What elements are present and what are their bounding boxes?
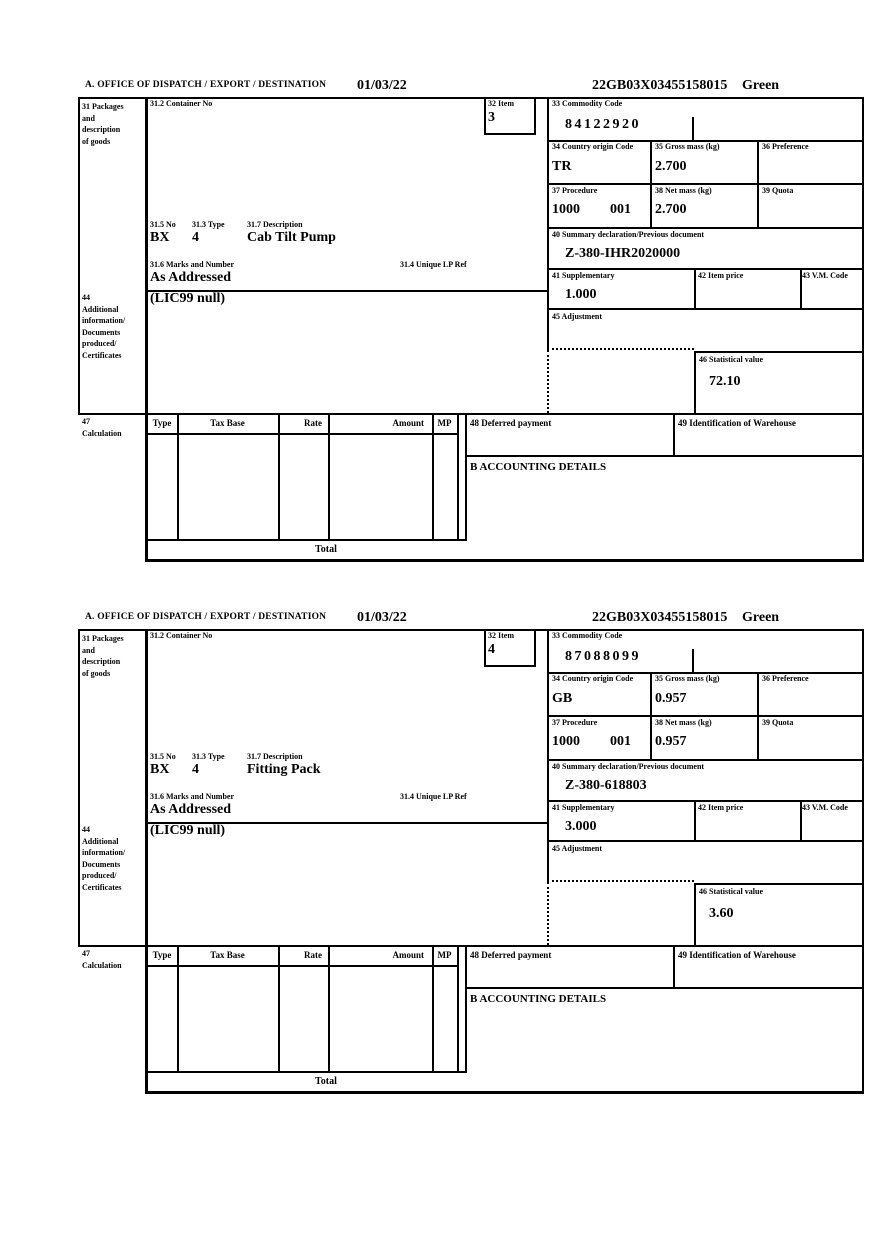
unique-lp-ref-label: 31.4 Unique LP Ref <box>400 792 467 801</box>
commodity-code-label: 33 Commodity Code <box>552 99 623 108</box>
line <box>694 883 862 885</box>
tax-amount-header: Amount <box>392 950 424 960</box>
deferred-payment-label: 48 Deferred payment <box>470 418 552 428</box>
line <box>78 413 864 415</box>
line <box>547 97 549 350</box>
previous-document-value: Z-380-618803 <box>565 778 647 793</box>
box31-side-label: 31 Packages and description of goods <box>82 102 124 146</box>
package-no-label: 31.5 No <box>150 752 176 761</box>
item-price-label: 42 Item price <box>698 803 744 812</box>
box31-side-label: 31 Packages and description of goods <box>82 634 124 678</box>
declaration-block-item-4 <box>78 612 864 1096</box>
line <box>547 629 549 882</box>
declaration-block-item-3 <box>78 80 864 564</box>
commodity-code-label: 33 Commodity Code <box>552 631 623 640</box>
line <box>278 945 280 1071</box>
line <box>650 672 652 759</box>
line <box>465 945 467 1071</box>
goods-description-value: Cab Tilt Pump <box>247 230 336 245</box>
item-number-value: 3 <box>488 110 495 125</box>
supplementary-label: 41 Supplementary <box>552 803 615 812</box>
previous-document-label: 40 Summary declaration/Previous document <box>552 762 705 771</box>
procedure-label: 37 Procedure <box>552 186 598 195</box>
accounting-details-heading: B ACCOUNTING DETAILS <box>470 461 607 473</box>
package-type-value: 4 <box>192 230 199 245</box>
tax-rate-header: Rate <box>304 418 322 428</box>
vm-code-label: 43 V.M. Code <box>802 803 848 812</box>
line <box>145 965 459 967</box>
country-origin-value: GB <box>552 691 573 706</box>
line <box>145 559 864 562</box>
line <box>547 840 862 842</box>
commodity-code-separator <box>692 649 694 672</box>
line <box>465 413 467 539</box>
adjustment-label: 45 Adjustment <box>552 312 603 321</box>
deferred-payment-label: 48 Deferred payment <box>470 950 552 960</box>
warehouse-id-label: 49 Identification of Warehouse <box>678 950 796 960</box>
tax-base-header: Tax Base <box>210 418 245 428</box>
line <box>547 759 862 761</box>
package-type-label: 31.3 Type <box>192 752 225 761</box>
tax-rate-header: Rate <box>304 950 322 960</box>
dispatch-date-value: 01/03/22 <box>357 610 407 625</box>
box44-side-label: 44 Additional information/ Documents produced/ Certificates <box>82 293 126 360</box>
line <box>432 945 434 1071</box>
net-mass-value: 0.957 <box>655 734 687 749</box>
quota-label: 39 Quota <box>762 718 794 727</box>
preference-label: 36 Preference <box>762 142 809 151</box>
procedure-value: 1000 <box>552 734 580 749</box>
statistical-value-label: 46 Statistical value <box>699 355 763 364</box>
net-mass-label: 38 Net mass (kg) <box>655 718 712 727</box>
line <box>432 413 434 539</box>
goods-description-value: Fitting Pack <box>247 762 321 777</box>
goods-description-label: 31.7 Description <box>247 220 303 229</box>
line <box>465 987 862 989</box>
supplementary-label: 41 Supplementary <box>552 271 615 280</box>
container-no-label: 31.2 Container No <box>150 99 213 108</box>
country-origin-value: TR <box>552 159 572 174</box>
line <box>78 945 864 947</box>
dotted-line <box>547 350 549 413</box>
line <box>673 945 675 987</box>
line <box>328 945 330 1071</box>
statistical-value-value: 3.60 <box>709 906 734 921</box>
line <box>694 268 696 308</box>
line <box>547 715 862 717</box>
gross-mass-label: 35 Gross mass (kg) <box>655 674 720 683</box>
statistical-value-value: 72.10 <box>709 374 741 389</box>
country-origin-label: 34 Country origin Code <box>552 142 634 151</box>
line <box>650 140 652 227</box>
box47-side-label: 47 Calculation <box>82 417 122 438</box>
movement-reference-value: 22GB03X03455158015 <box>592 78 728 93</box>
container-no-label: 31.2 Container No <box>150 631 213 640</box>
line <box>78 629 80 947</box>
box44-side-label: 44 Additional information/ Documents produced/ Certificates <box>82 825 126 892</box>
line <box>694 351 696 413</box>
supplementary-value: 1.000 <box>565 287 597 302</box>
net-mass-label: 38 Net mass (kg) <box>655 186 712 195</box>
procedure-label: 37 Procedure <box>552 718 598 727</box>
movement-reference-value: 22GB03X03455158015 <box>592 610 728 625</box>
package-no-value: BX <box>150 762 170 777</box>
net-mass-value: 2.700 <box>655 202 687 217</box>
office-of-dispatch-heading: A. OFFICE OF DISPATCH / EXPORT / DESTINATION <box>85 80 327 90</box>
total-label: Total <box>315 544 337 555</box>
dispatch-date-value: 01/03/22 <box>357 78 407 93</box>
marks-label: 31.6 Marks and Number <box>150 792 235 801</box>
line <box>145 629 148 1094</box>
marks-label: 31.6 Marks and Number <box>150 260 235 269</box>
package-type-value: 4 <box>192 762 199 777</box>
accounting-details-heading: B ACCOUNTING DETAILS <box>470 993 607 1005</box>
line <box>78 97 80 415</box>
line <box>757 672 759 759</box>
line <box>145 433 459 435</box>
line <box>278 413 280 539</box>
line <box>547 268 862 270</box>
gross-mass-value: 2.700 <box>655 159 687 174</box>
tax-amount-header: Amount <box>392 418 424 428</box>
line <box>177 945 179 1071</box>
country-origin-label: 34 Country origin Code <box>552 674 634 683</box>
supplementary-value: 3.000 <box>565 819 597 834</box>
unique-lp-ref-label: 31.4 Unique LP Ref <box>400 260 467 269</box>
package-type-label: 31.3 Type <box>192 220 225 229</box>
procedure-value: 1000 <box>552 202 580 217</box>
previous-document-label: 40 Summary declaration/Previous document <box>552 230 705 239</box>
line <box>457 413 459 539</box>
item-price-label: 42 Item price <box>698 271 744 280</box>
line <box>547 183 862 185</box>
dotted-line <box>547 348 694 350</box>
marks-value: As Addressed <box>150 270 232 285</box>
marks-value: As Addressed <box>150 802 232 817</box>
tax-mp-header: MP <box>437 418 452 428</box>
line <box>547 800 862 802</box>
gross-mass-label: 35 Gross mass (kg) <box>655 142 720 151</box>
quota-label: 39 Quota <box>762 186 794 195</box>
line <box>547 227 862 229</box>
additional-information-value: (LIC99 null) <box>150 291 226 306</box>
tax-mp-header: MP <box>437 950 452 960</box>
line <box>694 351 862 353</box>
line <box>862 629 864 1094</box>
tax-type-header: Type <box>152 950 172 960</box>
line <box>145 1091 864 1094</box>
tax-base-header: Tax Base <box>210 950 245 960</box>
item-number-label: 32 Item <box>488 99 514 108</box>
package-no-value: BX <box>150 230 170 245</box>
line <box>694 800 696 840</box>
office-of-dispatch-heading: A. OFFICE OF DISPATCH / EXPORT / DESTINATION <box>85 612 327 622</box>
line <box>457 945 459 1071</box>
line <box>177 413 179 539</box>
tax-type-header: Type <box>152 418 172 428</box>
box47-side-label: 47 Calculation <box>82 949 122 970</box>
package-no-label: 31.5 No <box>150 220 176 229</box>
line <box>673 413 675 455</box>
vm-code-label: 43 V.M. Code <box>802 271 848 280</box>
line <box>145 97 148 562</box>
warehouse-id-label: 49 Identification of Warehouse <box>678 418 796 428</box>
gross-mass-value: 0.957 <box>655 691 687 706</box>
commodity-code-value: 87088099 <box>565 649 641 664</box>
commodity-code-value: 84122920 <box>565 117 641 132</box>
adjustment-label: 45 Adjustment <box>552 844 603 853</box>
procedure-suffix-value: 001 <box>610 734 631 749</box>
item-number-value: 4 <box>488 642 495 657</box>
commodity-code-separator <box>692 117 694 140</box>
line <box>145 539 467 541</box>
procedure-suffix-value: 001 <box>610 202 631 217</box>
statistical-value-label: 46 Statistical value <box>699 887 763 896</box>
route-indicator-value: Green <box>742 610 780 625</box>
line <box>145 1071 467 1073</box>
line <box>757 140 759 227</box>
preference-label: 36 Preference <box>762 674 809 683</box>
route-indicator-value: Green <box>742 78 780 93</box>
line <box>328 413 330 539</box>
item-number-label: 32 Item <box>488 631 514 640</box>
dotted-line <box>547 880 694 882</box>
total-label: Total <box>315 1076 337 1087</box>
line <box>862 97 864 562</box>
additional-information-value: (LIC99 null) <box>150 823 226 838</box>
previous-document-value: Z-380-IHR2020000 <box>565 246 681 261</box>
goods-description-label: 31.7 Description <box>247 752 303 761</box>
line <box>694 883 696 945</box>
line <box>465 455 862 457</box>
dotted-line <box>547 882 549 945</box>
line <box>547 308 862 310</box>
